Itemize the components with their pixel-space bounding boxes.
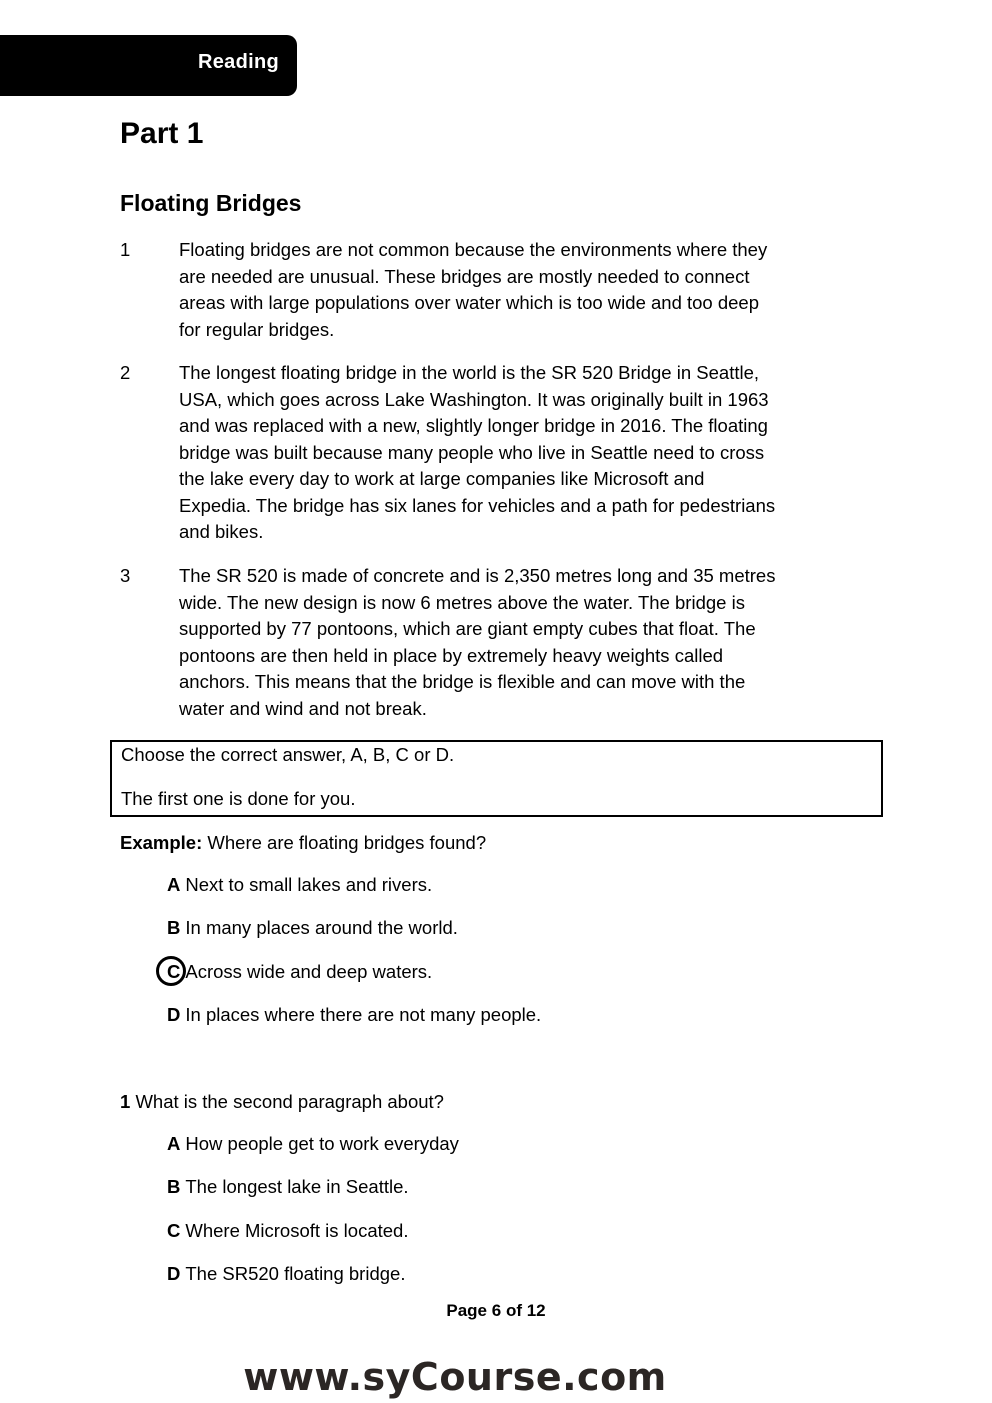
section-tab (0, 35, 297, 96)
option-text: The longest lake in Seattle. (185, 1176, 409, 1197)
option-text: Across wide and deep waters. (185, 961, 433, 982)
instructions-line-1: Choose the correct answer, A, B, C or D. (121, 744, 455, 765)
instructions-line-2: The first one is done for you. (121, 788, 356, 809)
watermark-url: www.syCourse.com (243, 1355, 667, 1399)
instructions-box (110, 740, 883, 817)
option-text: In many places around the world. (185, 917, 458, 938)
option-text: The SR520 floating bridge. (185, 1263, 406, 1284)
page-number (0, 1301, 992, 1321)
option-letter: B (167, 1176, 181, 1197)
section-tab-label: Reading (198, 51, 279, 73)
example-option-c-selected[interactable] (167, 961, 432, 983)
option-text: Next to small lakes and rivers. (185, 874, 433, 895)
paragraph-number: 2 (120, 362, 131, 383)
option-letter: C (167, 1220, 181, 1241)
option-text: Where Microsoft is located. (185, 1220, 409, 1241)
paragraph-line: pontoons are then held in place by extremely heavy weights called (179, 644, 724, 666)
paragraph-line: Floating bridges are not common because the environments where they (179, 239, 768, 260)
page-current: 6 (491, 1301, 502, 1320)
example-question-text: Where are floating bridges found? (207, 832, 487, 853)
paragraph-number: 3 (120, 565, 131, 586)
option-letter: C (167, 961, 181, 982)
option-text: How people get to work everyday (185, 1133, 459, 1154)
paragraph-line: the lake every day to work at large companies like Microsoft and (179, 468, 705, 489)
page-of: of (505, 1301, 522, 1320)
option-letter: D (167, 1263, 181, 1284)
page-total: 12 (526, 1301, 546, 1320)
question-1-option-a[interactable] (167, 1133, 459, 1155)
page-prefix: Page (446, 1301, 487, 1320)
example-option-a[interactable] (167, 874, 432, 896)
selected-answer-circle-icon (156, 956, 186, 986)
example-label: Example: (120, 832, 203, 853)
paragraph-line: USA, which goes across Lake Washington. It was originally built in 1963 (179, 388, 769, 410)
option-letter: B (167, 917, 181, 938)
option-letter: A (167, 1133, 181, 1154)
option-letter: D (167, 1004, 181, 1025)
paragraph-text (179, 237, 839, 343)
paragraph-line: Expedia. The bridge has six lanes for vehicles and a path for pedestrians (179, 494, 776, 516)
paragraph-line: water and wind and not break. (179, 697, 427, 719)
paragraph-line: and bikes. (179, 521, 264, 542)
paragraph-line: anchors. This means that the bridge is flexible and can move with the (179, 671, 746, 692)
part-title: Part 1 (120, 117, 204, 150)
question-1 (120, 1091, 444, 1113)
paragraph-text (179, 360, 839, 546)
option-text: In places where there are not many people. (185, 1004, 542, 1025)
paragraph-line: for regular bridges. (179, 318, 335, 340)
paragraph-line: are needed are unusual. These bridges are mostly needed to connect (179, 265, 750, 287)
paragraph-line: bridge was built because many people who live in Seattle need to cross (179, 441, 765, 463)
paragraph-line: supported by 77 pontoons, which are giant empty cubes that float. The (179, 618, 756, 639)
question-1-option-d[interactable] (167, 1263, 405, 1285)
paragraph-number: 1 (120, 239, 131, 260)
question-text: What is the second paragraph about? (135, 1091, 444, 1112)
example-option-b[interactable] (167, 917, 458, 939)
paragraph-line: areas with large populations over water which is too wide and too deep (179, 292, 760, 313)
question-1-option-c[interactable] (167, 1220, 408, 1242)
option-letter: A (167, 874, 181, 895)
paragraph-line: and was replaced with a new, slightly longer bridge in 2016. The floating (179, 415, 768, 436)
paragraph-line: The longest floating bridge in the world is the SR 520 Bridge in Seattle, (179, 362, 760, 383)
question-1-option-b[interactable] (167, 1176, 409, 1198)
paragraph-line: wide. The new design is now 6 metres above the water. The bridge is (179, 591, 745, 613)
article-title: Floating Bridges (120, 190, 302, 216)
question-number: 1 (120, 1091, 131, 1112)
paragraph-line: The SR 520 is made of concrete and is 2,350 metres long and 35 metres (179, 565, 776, 586)
example-question (120, 832, 486, 854)
example-option-d[interactable] (167, 1004, 541, 1026)
paragraph-text (179, 563, 839, 722)
